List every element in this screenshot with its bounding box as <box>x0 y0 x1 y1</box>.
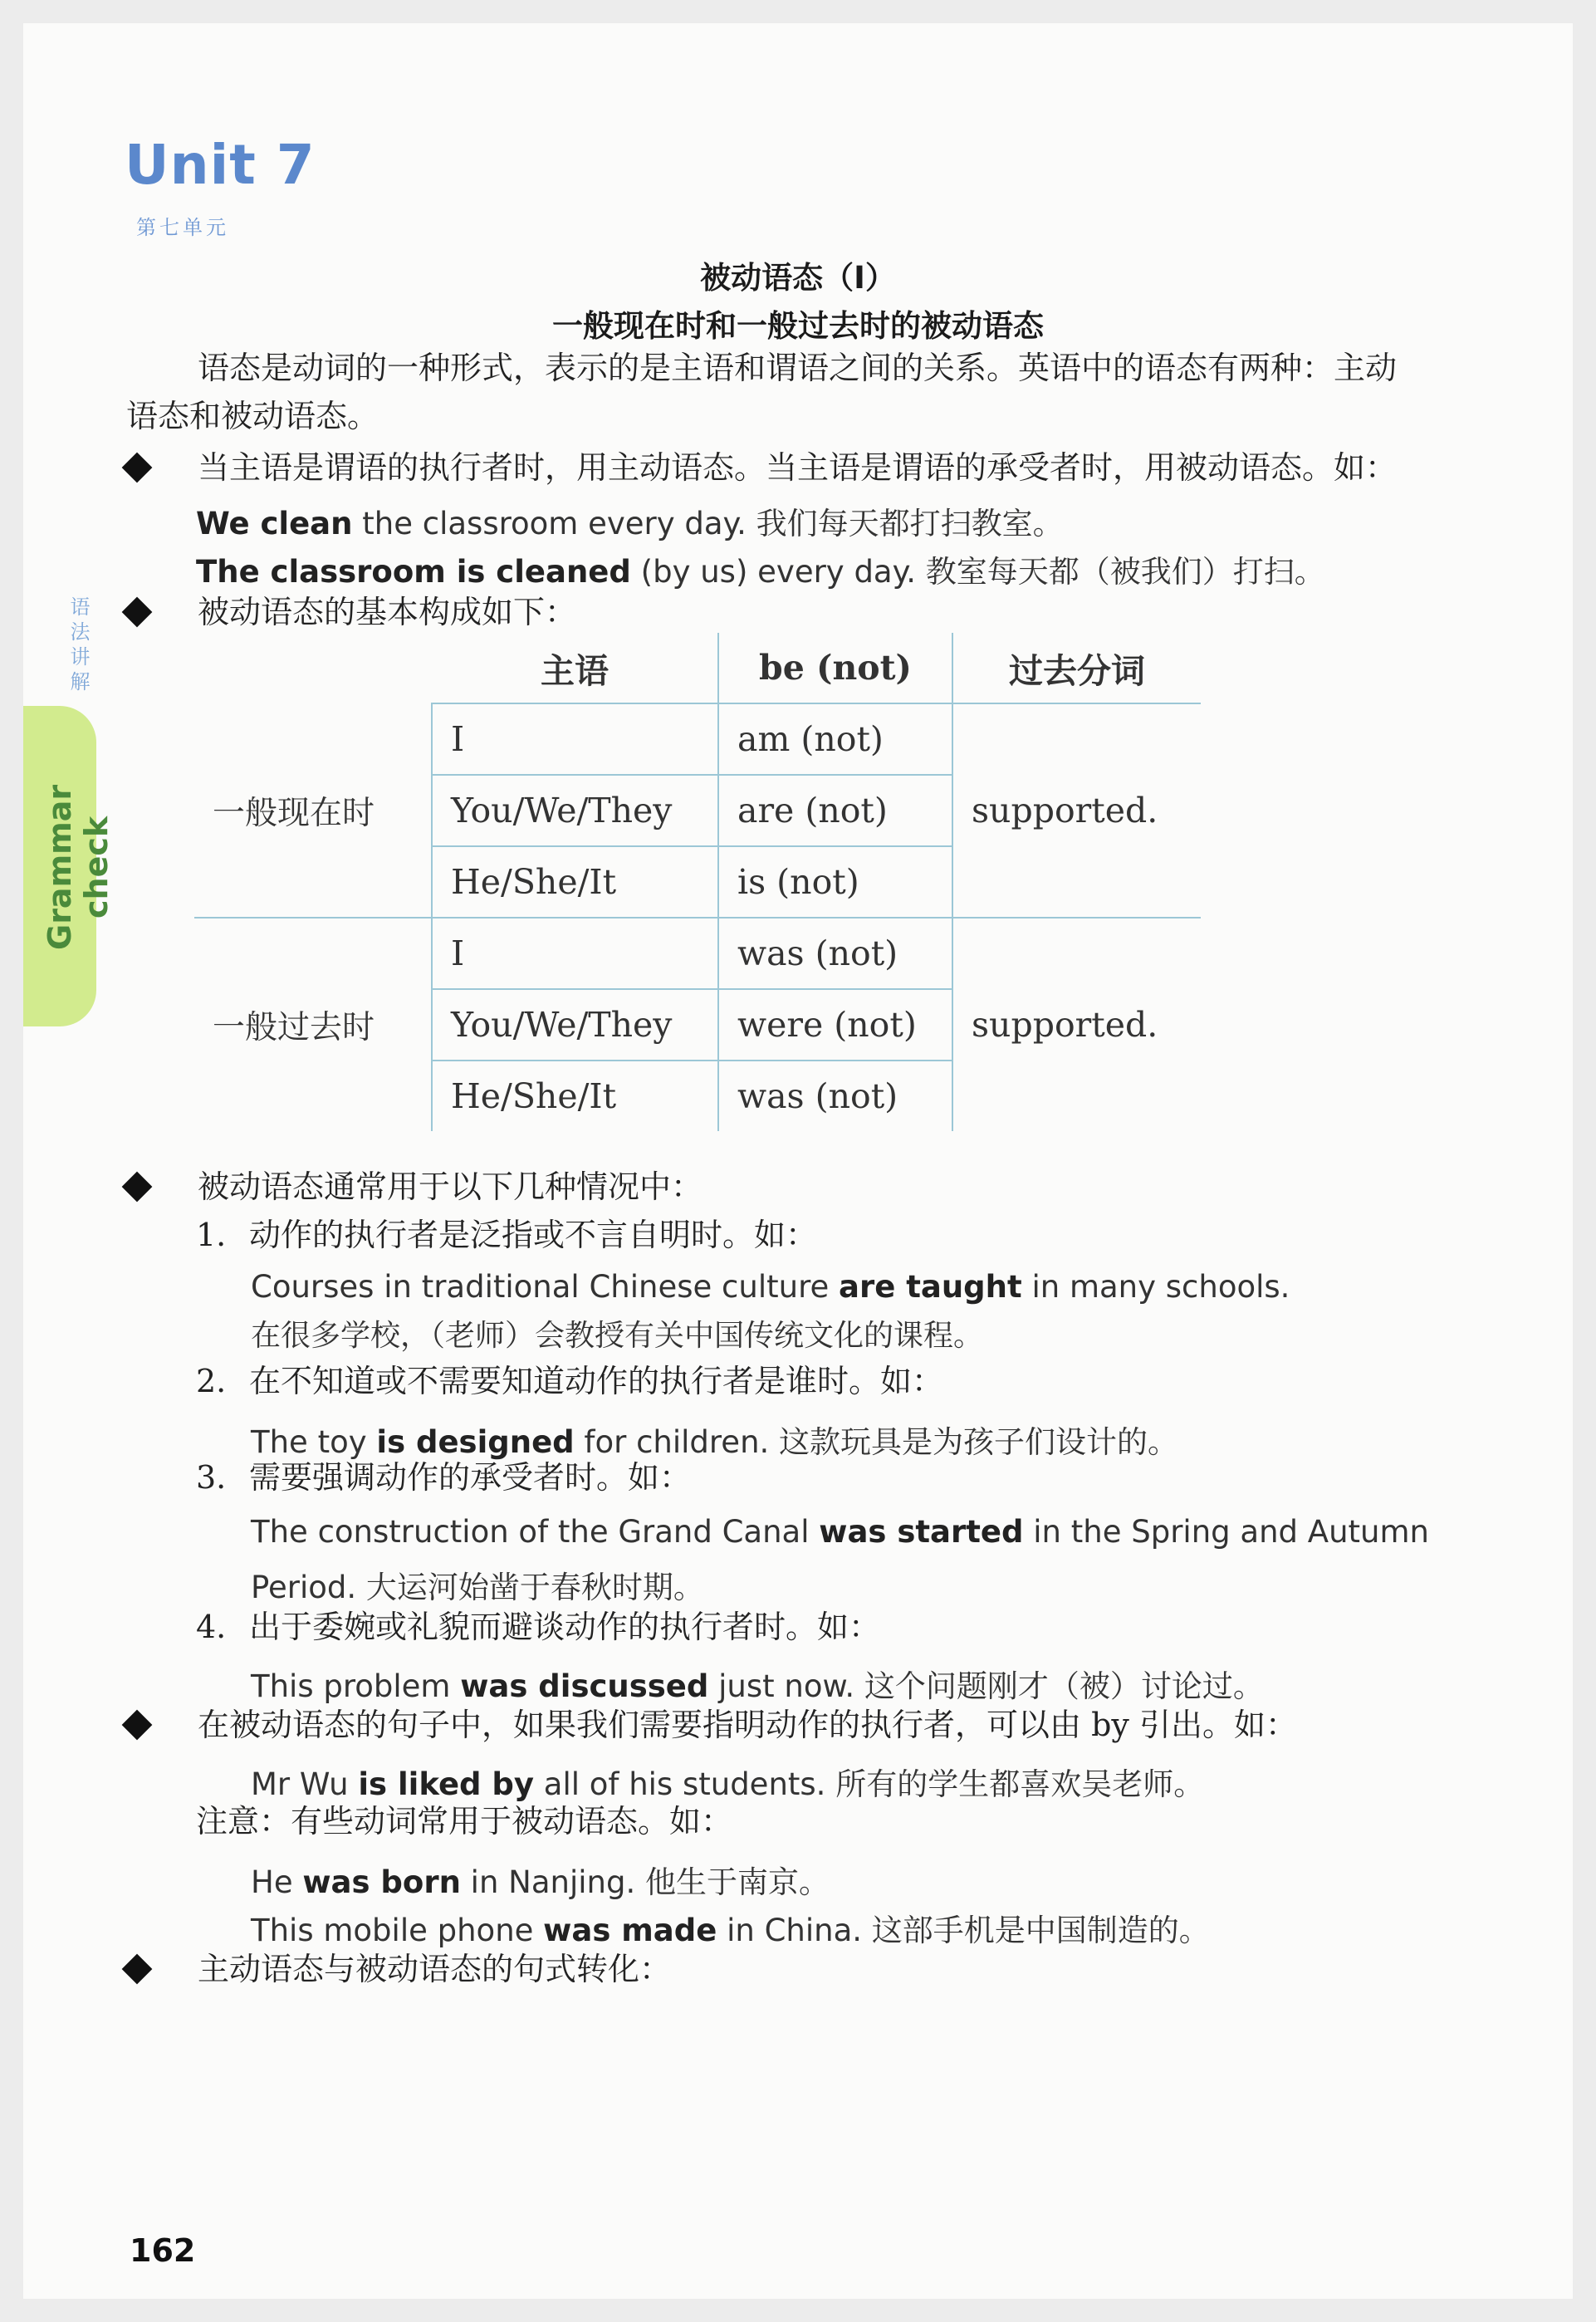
case-1-number: 1. <box>196 1217 227 1253</box>
case-4-example: This problem was discussed just now. 这个问题刚才（被）讨论过。 <box>251 1668 1264 1704</box>
case-3-example-line-2: Period. 大运河始凿于春秋时期。 <box>251 1570 704 1605</box>
diamond-bullet-icon <box>122 1710 153 1741</box>
be-cell: was (not) <box>718 918 952 989</box>
subject-cell: I <box>432 918 718 989</box>
case-1-text: 动作的执行者是泛指或不言自明时。如： <box>249 1217 818 1253</box>
case-4-number: 4. <box>196 1609 227 1645</box>
subject-cell: I <box>432 703 718 775</box>
grammar-check-tab <box>23 706 115 1026</box>
textbook-page <box>23 23 1573 2299</box>
note-example-2: This mobile phone was made in China. 这部手机是中国制造的。 <box>251 1913 1210 1948</box>
case-3-text: 需要强调动作的承受者时。如： <box>249 1459 692 1496</box>
note-text: 注意：有些动词常用于被动语态。如： <box>196 1803 733 1839</box>
example-passive: The classroom is cleaned (by us) every day. 教室每天都（被我们）打扫。 <box>196 554 1325 590</box>
unit-title: Unit 7 <box>125 133 316 197</box>
subject-cell: He/She/It <box>432 846 718 918</box>
point-2-text: 被动语态的基本构成如下： <box>198 594 577 630</box>
table-row <box>194 918 1201 989</box>
diamond-bullet-icon <box>122 1172 153 1203</box>
diamond-bullet-icon <box>122 597 153 628</box>
header-subject: 主语 <box>432 633 718 703</box>
case-2-example: The toy is designed for children. 这款玩具是为孩子们设计的。 <box>251 1424 1179 1460</box>
case-2-number: 2. <box>196 1363 227 1399</box>
be-cell: was (not) <box>718 1061 952 1131</box>
point-5-text: 主动语态与被动语态的句式转化： <box>198 1951 672 1987</box>
be-cell: am (not) <box>718 703 952 775</box>
subject-cell: You/We/They <box>432 989 718 1061</box>
subject-cell: He/She/It <box>432 1061 718 1131</box>
point-1-text: 当主语是谓语的执行者时，用主动语态。当主语是谓语的承受者时，用被动语态。如： <box>198 449 1398 486</box>
page-number: 162 <box>130 2232 196 2269</box>
be-cell: were (not) <box>718 989 952 1061</box>
point-3-text: 被动语态通常用于以下几种情况中： <box>198 1168 703 1205</box>
participle-cell: supported. <box>952 918 1201 1131</box>
passive-structure-table <box>194 633 1201 1131</box>
tense-past-label: 一般过去时 <box>194 918 432 1131</box>
example-active: We clean the classroom every day. 我们每天都打扫教室。 <box>196 506 1064 541</box>
grammar-check-label: Grammar check <box>42 784 115 950</box>
be-cell: is (not) <box>718 846 952 918</box>
diamond-bullet-icon <box>122 453 153 483</box>
header-be: be (not) <box>718 633 952 703</box>
case-2-text: 在不知道或不需要知道动作的执行者是谁时。如： <box>249 1363 944 1399</box>
diamond-bullet-icon <box>122 1954 153 1985</box>
intro-line-2: 语态和被动语态。 <box>126 398 379 434</box>
unit-subtitle: 第七单元 <box>136 216 229 239</box>
case-1-translation: 在很多学校，（老师）会教授有关中国传统文化的课程。 <box>251 1319 984 1353</box>
section-subheading: 一般现在时和一般过去时的被动语态 <box>552 308 1044 344</box>
header-participle: 过去分词 <box>952 633 1201 703</box>
table-row <box>194 703 1201 775</box>
case-4-text: 出于委婉或礼貌而避谈动作的执行者时。如： <box>249 1609 881 1645</box>
section-heading: 被动语态（Ⅰ） <box>700 260 896 296</box>
intro-line-1: 语态是动词的一种形式，表示的是主语和谓语之间的关系。英语中的语态有两种：主动 <box>198 350 1398 386</box>
point-4-text: 在被动语态的句子中，如果我们需要指明动作的执行者，可以由 by 引出。如： <box>198 1707 1297 1743</box>
case-1-example: Courses in traditional Chinese culture are taught in many schools. <box>251 1269 1290 1305</box>
point-4-example: Mr Wu is liked by all of his students. 所有的学生都喜欢吴老师。 <box>251 1766 1205 1802</box>
table-header-row <box>194 633 1201 703</box>
case-3-number: 3. <box>196 1459 227 1496</box>
be-cell: are (not) <box>718 775 952 846</box>
subject-cell: You/We/They <box>432 775 718 846</box>
side-label-grammar-explanation: 语法讲解 <box>66 596 90 696</box>
case-3-example: The construction of the Grand Canal was started in the Spring and Autumn <box>251 1514 1429 1550</box>
participle-cell: supported. <box>972 791 1158 830</box>
note-example-1: He was born in Nanjing. 他生于南京。 <box>251 1864 830 1900</box>
tense-present-label: 一般现在时 <box>213 794 375 832</box>
